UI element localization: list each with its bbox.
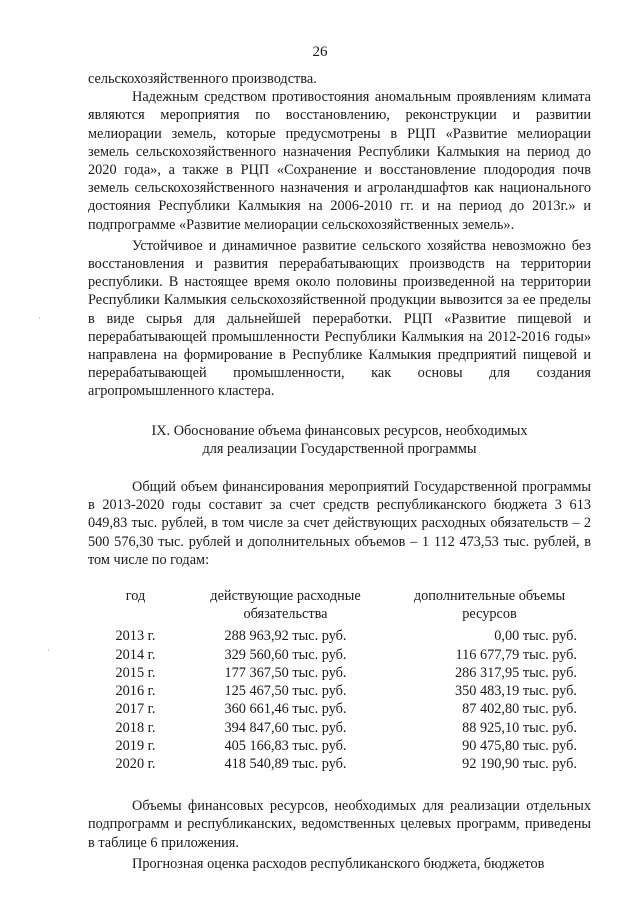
paragraph-continuation: сельскохозяйственного производства.: [88, 71, 317, 87]
cell-additional: 92 190,90 тыс. руб.: [462, 755, 577, 772]
cell-additional: 116 677,79 тыс. руб.: [455, 646, 577, 663]
cell-year: 2018 г.: [115, 719, 156, 736]
section-heading: [88, 422, 591, 458]
paragraph-total-funding: Общий объем финансирования мероприятий Государственной программы в 2013-2020 годы составит за счет средств республиканского бюджета 3 613 049,83 тыс. рублей, в том числе за счет действующих расходных обязательств – 2 500 576,30 тыс. рублей и дополнительных объемов – 1 112 473,53 тыс. рублей, в том числе по годам:: [88, 479, 591, 568]
paragraph-processing: Устойчивое и динамичное развитие сельского хозяйства невозможно без восстановления и развития перерабатывающих производств на территории республики. В настоящее время около половины произведенной на территории Республики Калмыкия сельскохозяйственной продукции вывозится за ее пределы в виде сырья для дальнейшей переработки. РЦП «Развитие пищевой и перерабатывающей промышленности Республики Калмыкия на 2012-2016 годы» направлена на формирование в Республике Калмыкия предприятий пищевой и перерабатывающей промышленности, как основы для создания агропромышленного кластера.: [88, 237, 591, 400]
table-row: [88, 719, 591, 737]
page-number: 26: [312, 44, 328, 60]
cell-additional: 90 475,80 тыс. руб.: [462, 737, 577, 754]
table-row: [88, 646, 591, 664]
cell-additional: 0,00 тыс. руб.: [494, 628, 577, 645]
table-row: [88, 755, 591, 773]
cell-additional: 88 925,10 тыс. руб.: [462, 719, 577, 736]
table-row: [88, 700, 591, 718]
table-row: [88, 682, 591, 700]
table-row: [88, 664, 591, 682]
cell-current: 125 467,50 тыс. руб.: [224, 683, 347, 700]
header-current-obligations: действующие расходные обязательства: [210, 588, 361, 623]
cell-year: 2014 г.: [115, 646, 156, 663]
cell-year: 2017 г.: [115, 701, 156, 718]
cell-current: 288 963,92 тыс. руб.: [224, 628, 347, 645]
paragraph-melioration: Надежным средством противостояния аномальным проявлениям климата являются мероприятия по восстановлению, реконструкции и развитии мелиорации земель, которые предусмотрены в РЦП «Развитие мелиорации земель сельскохозяйственного назначения Республики Калмыкия на период до 2020 года», а также в РЦП «Сохранение и восстановление плодородия почв земель сельскохозяйственного назначения и агроландшафтов как национального достояния Республики Калмыкия на 2006-2010 гг. и на период до 2013г.» и подпрограмме «Развитие мелиорации сельскохозяйственных земель».: [88, 89, 591, 233]
cell-year: 2015 г.: [115, 664, 156, 681]
section-heading-line-1: IX. Обоснование объема финансовых ресурсов, необходимых: [151, 422, 528, 439]
cell-additional: 350 483,19 тыс. руб.: [454, 683, 577, 700]
cell-additional: 87 402,80 тыс. руб.: [462, 701, 577, 718]
cell-additional: 286 317,95 тыс. руб.: [454, 664, 577, 681]
cell-current: 418 540,89 тыс. руб.: [224, 755, 347, 772]
cell-year: 2013 г.: [115, 628, 156, 645]
cell-year: 2019 г.: [115, 737, 156, 754]
document-body: [88, 70, 591, 873]
header-year: год: [125, 588, 146, 605]
cell-year: 2020 г.: [115, 755, 156, 772]
section-heading-line-2: для реализации Государственной программы: [202, 440, 477, 457]
paragraph-forecast: Прогнозная оценка расходов республиканского бюджета, бюджетов: [132, 855, 545, 872]
cell-current: 329 560,60 тыс. руб.: [224, 646, 347, 663]
table-header-row: [88, 587, 591, 627]
scan-speck: ·: [38, 313, 41, 323]
header-additional-resources: дополнительные объемы ресурсов: [413, 588, 566, 623]
cell-current: 177 367,50 тыс. руб.: [224, 664, 347, 681]
table-row: [88, 627, 591, 645]
table-row: [88, 737, 591, 755]
cell-year: 2016 г.: [115, 683, 156, 700]
cell-current: 394 847,60 тыс. руб.: [224, 719, 347, 736]
cell-current: 360 661,46 тыс. руб.: [224, 701, 347, 718]
scan-speck: ·: [47, 645, 50, 655]
cell-current: 405 166,83 тыс. руб.: [224, 737, 347, 754]
funding-table: [88, 587, 591, 773]
paragraph-subprogram-resources: Объемы финансовых ресурсов, необходимых для реализации отдельных подпрограмм и республиканских, ведомственных целевых программ, приведены в таблице 6 приложения.: [88, 798, 591, 851]
